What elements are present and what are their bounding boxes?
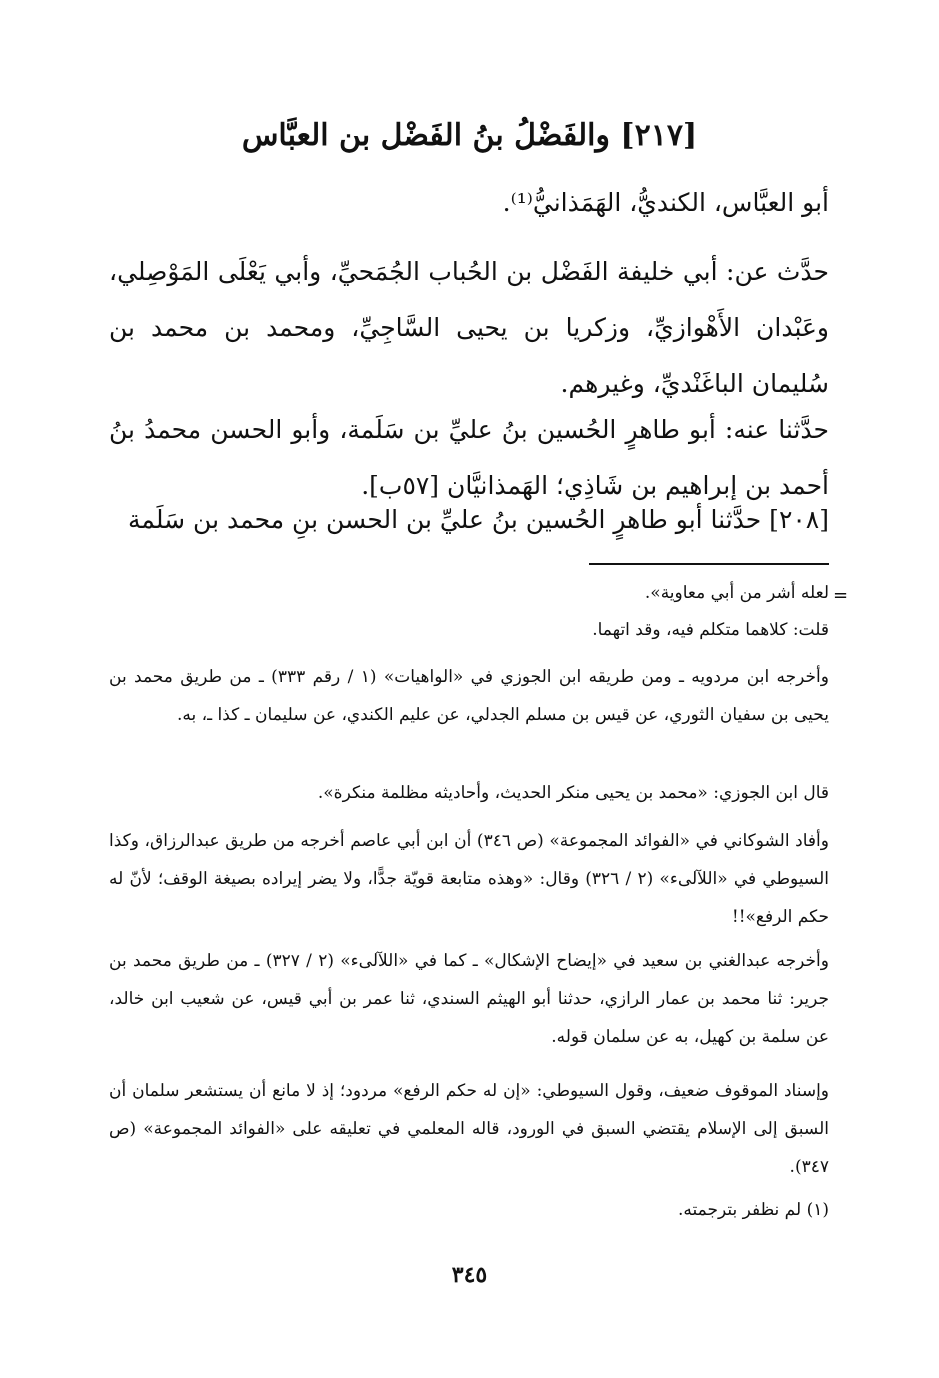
footnote-continued: لعله أشر من أبي معاوية». <box>644 583 829 603</box>
students-paragraph: حدَّثنا عنه: أبو طاهرٍ الحُسين بنُ عليِّ بن سَلَمة، وأبو الحسن محمدُ بنُ أحمد بن إبراهيم بن شَاذِي؛ الهَمذانيَّان [٥٧ب]. <box>109 415 829 500</box>
footnote-paragraph: وأخرجه ابن مردويه ـ ومن طريقه ابن الجوزي في «الواهيات» (١ / رقم ٣٣٣) ـ من طريق محمد بن يحيى بن سفيان الثوري، عن قيس بن مسلم الجدلي، عن عليم الكندي، عن سليمان ـ كذا ـ، به. <box>109 667 829 725</box>
continuation-mark: = <box>833 585 849 606</box>
footnote-1: (١) لم نظفر بترجمته. <box>677 1200 829 1220</box>
entry-kunya-line <box>109 188 829 217</box>
page-number: ٣٤٥ <box>451 1262 488 1288</box>
footnote-paragraph: وأخرجه عبدالغني بن سعيد في «إيضاح الإشكال» ـ كما في «اللآلىء» (٢ / ٣٢٧) ـ من طريق محمد بن جرير: ثنا محمد بن عمار الرازي، حدثنا أبو الهيثم السندي، ثنا عمر بن أبي قيس، عن شعيب ابن خالد، عن سلمة بن كهيل، به عن سلمان قوله. <box>109 951 829 1047</box>
footnote-paragraph: وأفاد الشوكاني في «الفوائد المجموعة» (ص ٣٤٦) أن ابن أبي عاصم أخرجه من طريق عبدالرزاق، وكذا السيوطي في «اللآلىء» (٢ / ٣٢٦) وقال: «وهذه متابعة قويّة جدًّا، ولا يضر إيراده بصيغة الوقف؛ لأنّ له حكم الرفع»!! <box>109 831 829 927</box>
hadith-chain-line: [٢٠٨] حدَّثنا أبو طاهرٍ الحُسين بنُ عليِّ بن الحسن بنِ محمد بن سَلَمة <box>128 505 829 534</box>
footnote-paragraph: قال ابن الجوزي: «محمد بن يحيى منكر الحديث، وأحاديثه مظلمة منكرة». <box>317 783 829 803</box>
entry-heading: [٢١٧] والفَضْلُ بنُ الفَضْل بن العبَّاس <box>241 118 698 153</box>
footnote-paragraph: وإسناد الموقوف ضعيف، وقول السيوطي: «إن له حكم الرفع» مردود؛ إذ لا مانع أن يستشعر سلمان أن السبق إلى الإسلام يقتضي السبق في الورود، قاله المعلمي في تعليقه على «الفوائد المجموعة» (ص ٣٤٧). <box>109 1081 829 1177</box>
footnote-paragraph: قلت: كلاهما متكلم فيه، وقد اتهما. <box>592 620 829 640</box>
teachers-paragraph: حدَّث عن: أبي خليفة الفَضْل بن الحُباب الجُمَحيِّ، وأبي يَعْلَى المَوْصِلي، وعَبْدان الأَهْوازيِّ، وزكريا بن يحيى السَّاجِيِّ، ومحمد بن محمد بن سُليمان الباغَنْديِّ، وغيرهم. <box>109 257 829 398</box>
footnote-separator <box>589 563 829 565</box>
entry-nisba: أبو العبَّاس، الكنديُّ، الهَمَذانيُّ⁽¹⁾. <box>502 188 829 217</box>
